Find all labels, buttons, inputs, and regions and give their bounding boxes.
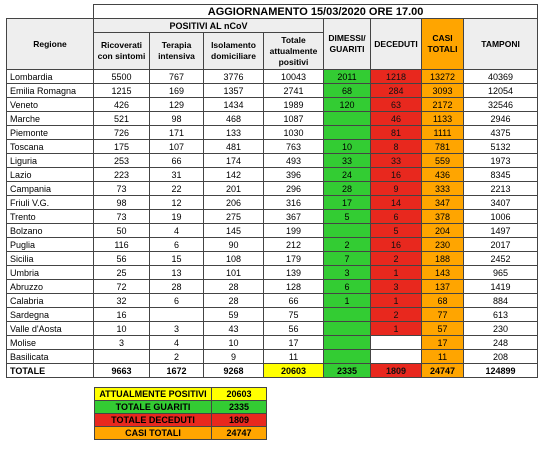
summary-row [95, 401, 267, 414]
cell-isolamento: 43 [204, 322, 264, 336]
table-row [7, 196, 538, 210]
cell-casi: 230 [422, 238, 464, 252]
cell-tamponi: 2452 [464, 252, 538, 266]
cell-ricoverati: 9663 [94, 364, 150, 378]
cell-ricoverati: 16 [94, 308, 150, 322]
region-name: Trento [7, 210, 94, 224]
cell-terapia: 15 [150, 252, 204, 266]
header-ricoverati: Ricoverati con sintomi [94, 33, 150, 70]
covid-report [6, 4, 537, 438]
report-title: AGGIORNAMENTO 15/03/2020 ORE 17.00 [94, 5, 538, 19]
cell-dimessi: 3 [324, 266, 371, 280]
cell-totale: 199 [264, 224, 324, 238]
regional-data-table [6, 4, 538, 378]
cell-tamponi: 2213 [464, 182, 538, 196]
cell-casi: 3093 [422, 84, 464, 98]
cell-terapia: 22 [150, 182, 204, 196]
cell-casi: 347 [422, 196, 464, 210]
cell-isolamento: 206 [204, 196, 264, 210]
cell-terapia: 4 [150, 224, 204, 238]
cell-deceduti: 2 [371, 252, 422, 266]
cell-dimessi: 33 [324, 154, 371, 168]
summary-label: TOTALE DECEDUTI [95, 414, 212, 427]
cell-isolamento: 28 [204, 280, 264, 294]
cell-terapia: 107 [150, 140, 204, 154]
region-name: Basilicata [7, 350, 94, 364]
cell-deceduti: 8 [371, 140, 422, 154]
cell-ricoverati: 25 [94, 266, 150, 280]
cell-terapia: 98 [150, 112, 204, 126]
cell-isolamento: 9268 [204, 364, 264, 378]
cell-casi: 2172 [422, 98, 464, 112]
cell-terapia: 129 [150, 98, 204, 112]
table-row [7, 154, 538, 168]
cell-deceduti: 33 [371, 154, 422, 168]
table-row [7, 210, 538, 224]
cell-isolamento: 133 [204, 126, 264, 140]
cell-terapia: 169 [150, 84, 204, 98]
cell-deceduti: 3 [371, 280, 422, 294]
cell-totale: 212 [264, 238, 324, 252]
cell-tamponi: 613 [464, 308, 538, 322]
cell-ricoverati: 426 [94, 98, 150, 112]
cell-dimessi: 28 [324, 182, 371, 196]
cell-dimessi: 24 [324, 168, 371, 182]
table-row [7, 280, 538, 294]
top-left-blank [7, 5, 94, 19]
cell-ricoverati: 175 [94, 140, 150, 154]
cell-ricoverati: 5500 [94, 70, 150, 84]
cell-totale: 493 [264, 154, 324, 168]
cell-casi: 13272 [422, 70, 464, 84]
cell-deceduti: 284 [371, 84, 422, 98]
region-name: Abruzzo [7, 280, 94, 294]
cell-totale: 11 [264, 350, 324, 364]
cell-casi: 11 [422, 350, 464, 364]
cell-terapia: 4 [150, 336, 204, 350]
table-row [7, 112, 538, 126]
cell-deceduti: 5 [371, 224, 422, 238]
cell-isolamento: 142 [204, 168, 264, 182]
summary-label: TOTALE GUARITI [95, 401, 212, 414]
cell-tamponi: 3407 [464, 196, 538, 210]
cell-terapia: 171 [150, 126, 204, 140]
table-body [7, 70, 538, 378]
cell-casi: 77 [422, 308, 464, 322]
cell-deceduti: 1 [371, 266, 422, 280]
cell-tamponi: 8345 [464, 168, 538, 182]
cell-dimessi: 10 [324, 140, 371, 154]
cell-ricoverati: 10 [94, 322, 150, 336]
cell-totale: 128 [264, 280, 324, 294]
region-name: Friuli V.G. [7, 196, 94, 210]
region-name: Sicilia [7, 252, 94, 266]
region-name: Bolzano [7, 224, 94, 238]
cell-totale: 66 [264, 294, 324, 308]
cell-dimessi: 68 [324, 84, 371, 98]
cell-totale: 1989 [264, 98, 324, 112]
table-row [7, 252, 538, 266]
cell-totale: 316 [264, 196, 324, 210]
cell-tamponi: 40369 [464, 70, 538, 84]
region-name: Umbria [7, 266, 94, 280]
cell-casi: 1111 [422, 126, 464, 140]
cell-casi: 378 [422, 210, 464, 224]
cell-isolamento: 201 [204, 182, 264, 196]
cell-dimessi [324, 322, 371, 336]
cell-ricoverati: 73 [94, 182, 150, 196]
cell-isolamento: 174 [204, 154, 264, 168]
summary-value: 20603 [212, 388, 267, 401]
header-terapia: Terapia intensiva [150, 33, 204, 70]
summary-label: ATTUALMENTE POSITIVI [95, 388, 212, 401]
cell-isolamento: 9 [204, 350, 264, 364]
cell-casi: 781 [422, 140, 464, 154]
cell-casi: 559 [422, 154, 464, 168]
cell-deceduti: 14 [371, 196, 422, 210]
cell-dimessi: 6 [324, 280, 371, 294]
cell-totale: 10043 [264, 70, 324, 84]
cell-dimessi [324, 350, 371, 364]
cell-dimessi: 120 [324, 98, 371, 112]
region-name: Veneto [7, 98, 94, 112]
cell-tamponi: 208 [464, 350, 538, 364]
cell-terapia: 2 [150, 350, 204, 364]
cell-casi: 57 [422, 322, 464, 336]
cell-tamponi: 4375 [464, 126, 538, 140]
cell-dimessi: 7 [324, 252, 371, 266]
cell-deceduti [371, 336, 422, 350]
header-regione: Regione [7, 19, 94, 70]
cell-dimessi: 2 [324, 238, 371, 252]
summary-table [94, 387, 267, 440]
cell-isolamento: 468 [204, 112, 264, 126]
cell-deceduti: 63 [371, 98, 422, 112]
cell-tamponi: 884 [464, 294, 538, 308]
cell-casi: 436 [422, 168, 464, 182]
cell-terapia: 13 [150, 266, 204, 280]
table-row [7, 224, 538, 238]
cell-isolamento: 28 [204, 294, 264, 308]
cell-deceduti: 6 [371, 210, 422, 224]
cell-terapia: 19 [150, 210, 204, 224]
cell-totale: 20603 [264, 364, 324, 378]
region-name: Lombardia [7, 70, 94, 84]
region-name: Molise [7, 336, 94, 350]
cell-isolamento: 59 [204, 308, 264, 322]
cell-casi: 188 [422, 252, 464, 266]
cell-isolamento: 108 [204, 252, 264, 266]
cell-ricoverati: 56 [94, 252, 150, 266]
cell-totale: 763 [264, 140, 324, 154]
cell-isolamento: 145 [204, 224, 264, 238]
cell-isolamento: 1357 [204, 84, 264, 98]
cell-dimessi [324, 112, 371, 126]
region-name: Lazio [7, 168, 94, 182]
table-row [7, 140, 538, 154]
cell-terapia: 3 [150, 322, 204, 336]
cell-dimessi: 2335 [324, 364, 371, 378]
cell-casi: 68 [422, 294, 464, 308]
totals-label: TOTALE [7, 364, 94, 378]
summary-row [95, 388, 267, 401]
cell-isolamento: 481 [204, 140, 264, 154]
cell-isolamento: 90 [204, 238, 264, 252]
table-row [7, 266, 538, 280]
header-tamponi: TAMPONI [464, 19, 538, 70]
region-name: Toscana [7, 140, 94, 154]
cell-totale: 75 [264, 308, 324, 322]
table-row [7, 336, 538, 350]
cell-terapia: 66 [150, 154, 204, 168]
region-name: Sardegna [7, 308, 94, 322]
region-name: Calabria [7, 294, 94, 308]
cell-terapia: 6 [150, 238, 204, 252]
region-name: Valle d'Aosta [7, 322, 94, 336]
cell-deceduti: 2 [371, 308, 422, 322]
cell-casi: 204 [422, 224, 464, 238]
header-deceduti: DECEDUTI [371, 19, 422, 70]
table-row [7, 238, 538, 252]
cell-tamponi: 1419 [464, 280, 538, 294]
cell-dimessi [324, 126, 371, 140]
region-name: Marche [7, 112, 94, 126]
cell-ricoverati: 253 [94, 154, 150, 168]
header-isolamento: Isolamento domiciliare [204, 33, 264, 70]
cell-dimessi [324, 336, 371, 350]
region-name: Puglia [7, 238, 94, 252]
cell-ricoverati: 521 [94, 112, 150, 126]
cell-totale: 1030 [264, 126, 324, 140]
cell-tamponi: 32546 [464, 98, 538, 112]
cell-tamponi: 248 [464, 336, 538, 350]
table-row [7, 182, 538, 196]
summary-row [95, 427, 267, 440]
cell-deceduti: 16 [371, 238, 422, 252]
cell-casi: 24747 [422, 364, 464, 378]
cell-deceduti: 81 [371, 126, 422, 140]
table-row [7, 98, 538, 112]
cell-tamponi: 1973 [464, 154, 538, 168]
cell-deceduti: 1 [371, 294, 422, 308]
summary-value: 2335 [212, 401, 267, 414]
cell-terapia: 1672 [150, 364, 204, 378]
cell-tamponi: 2946 [464, 112, 538, 126]
totals-row [7, 364, 538, 378]
cell-isolamento: 275 [204, 210, 264, 224]
cell-isolamento: 3776 [204, 70, 264, 84]
cell-casi: 137 [422, 280, 464, 294]
cell-totale: 56 [264, 322, 324, 336]
cell-dimessi: 5 [324, 210, 371, 224]
cell-ricoverati: 1215 [94, 84, 150, 98]
cell-tamponi: 1497 [464, 224, 538, 238]
cell-totale: 139 [264, 266, 324, 280]
cell-dimessi [324, 308, 371, 322]
table-row [7, 294, 538, 308]
cell-terapia: 31 [150, 168, 204, 182]
cell-totale: 2741 [264, 84, 324, 98]
cell-ricoverati: 72 [94, 280, 150, 294]
cell-tamponi: 2017 [464, 238, 538, 252]
table-row [7, 84, 538, 98]
header-dimessi: DIMESSI/ GUARITI [324, 19, 371, 70]
cell-casi: 17 [422, 336, 464, 350]
cell-deceduti: 9 [371, 182, 422, 196]
cell-terapia [150, 308, 204, 322]
cell-casi: 1133 [422, 112, 464, 126]
cell-deceduti: 1809 [371, 364, 422, 378]
cell-ricoverati [94, 350, 150, 364]
cell-ricoverati: 726 [94, 126, 150, 140]
cell-ricoverati: 73 [94, 210, 150, 224]
cell-terapia: 6 [150, 294, 204, 308]
summary-value: 24747 [212, 427, 267, 440]
table-row [7, 126, 538, 140]
cell-totale: 296 [264, 182, 324, 196]
cell-dimessi: 1 [324, 294, 371, 308]
summary-row [95, 414, 267, 427]
summary-label: CASI TOTALI [95, 427, 212, 440]
cell-totale: 17 [264, 336, 324, 350]
cell-tamponi: 12054 [464, 84, 538, 98]
region-name: Liguria [7, 154, 94, 168]
cell-tamponi: 124899 [464, 364, 538, 378]
cell-ricoverati: 116 [94, 238, 150, 252]
cell-tamponi: 1006 [464, 210, 538, 224]
cell-ricoverati: 32 [94, 294, 150, 308]
cell-casi: 333 [422, 182, 464, 196]
table-row [7, 350, 538, 364]
header-positivi-group: POSITIVI AL nCoV [94, 19, 324, 33]
cell-tamponi: 965 [464, 266, 538, 280]
cell-totale: 179 [264, 252, 324, 266]
table-row [7, 322, 538, 336]
table-row [7, 308, 538, 322]
cell-dimessi: 17 [324, 196, 371, 210]
cell-deceduti [371, 350, 422, 364]
cell-isolamento: 1434 [204, 98, 264, 112]
cell-totale: 396 [264, 168, 324, 182]
cell-deceduti: 16 [371, 168, 422, 182]
header-totale-positivi: Totale attualmente positivi [264, 33, 324, 70]
cell-isolamento: 10 [204, 336, 264, 350]
cell-dimessi [324, 224, 371, 238]
summary-value: 1809 [212, 414, 267, 427]
cell-isolamento: 101 [204, 266, 264, 280]
cell-totale: 367 [264, 210, 324, 224]
header-casi-totali: CASI TOTALI [422, 19, 464, 70]
cell-deceduti: 1218 [371, 70, 422, 84]
cell-casi: 143 [422, 266, 464, 280]
cell-terapia: 28 [150, 280, 204, 294]
cell-totale: 1087 [264, 112, 324, 126]
region-name: Campania [7, 182, 94, 196]
cell-terapia: 12 [150, 196, 204, 210]
cell-tamponi: 230 [464, 322, 538, 336]
table-row [7, 70, 538, 84]
cell-ricoverati: 50 [94, 224, 150, 238]
region-name: Emilia Romagna [7, 84, 94, 98]
cell-dimessi: 2011 [324, 70, 371, 84]
cell-ricoverati: 223 [94, 168, 150, 182]
region-name: Piemonte [7, 126, 94, 140]
cell-deceduti: 1 [371, 322, 422, 336]
cell-ricoverati: 3 [94, 336, 150, 350]
cell-ricoverati: 98 [94, 196, 150, 210]
cell-deceduti: 46 [371, 112, 422, 126]
cell-tamponi: 5132 [464, 140, 538, 154]
table-row [7, 168, 538, 182]
cell-terapia: 767 [150, 70, 204, 84]
